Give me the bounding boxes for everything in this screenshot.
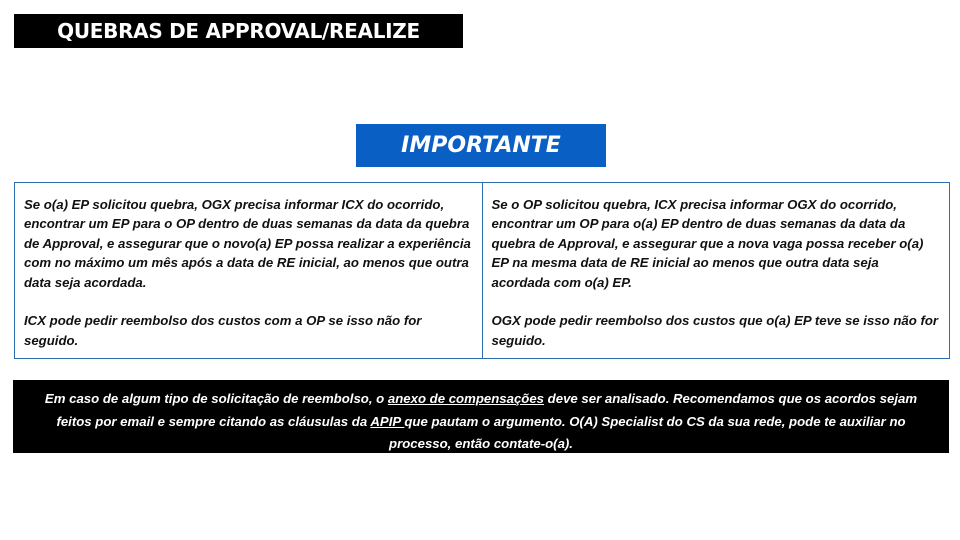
note-text-3: que pautam o argumento. O(A) Specialist do CS da sua rede, pode te auxiliar no processo, então contate-o(a). xyxy=(389,413,906,451)
compensation-annex-link[interactable]: anexo de compensações xyxy=(387,391,545,406)
important-banner xyxy=(356,124,606,167)
op-break-rule: Se o OP solicitou quebra, ICX precisa informar OGX do ocorrido, encontrar um OP para o(a) EP dentro de duas semanas da data da quebra de Approval, e assegurar que a nova vaga possa receber o(a) EP na mesma data de RE inicial ao menos que outra data seja acordada com o(a) EP. xyxy=(491,197,924,290)
op-break-refund: OGX pode pedir reembolso dos custos que o(a) EP teve se isso não for seguido. xyxy=(491,313,939,348)
page-title: QUEBRAS DE APPROVAL/REALIZE xyxy=(57,19,420,43)
ep-break-cell xyxy=(15,183,482,358)
ep-break-refund: ICX pode pedir reembolso dos custos com a OP se isso não for seguido. xyxy=(24,313,422,348)
apip-link[interactable]: APIP xyxy=(370,413,405,429)
note-text-1: Em caso de algum tipo de solicitação de reembolso, o xyxy=(44,391,388,406)
reimbursement-note xyxy=(13,380,949,453)
op-break-cell xyxy=(482,183,950,358)
rules-table xyxy=(14,182,950,359)
page-title-bar xyxy=(14,14,463,48)
ep-break-rule: Se o(a) EP solicitou quebra, OGX precisa informar ICX do ocorrido, encontrar um EP para o OP dentro de duas semanas da data da quebra de Approval, e assegurar que o novo(a) EP possa realizar a experiência com no máximo um mês após a data de RE inicial, ao menos que outra data seja acordada. xyxy=(24,197,471,290)
important-label: IMPORTANTE xyxy=(401,133,561,158)
note-text-2: deve ser analisado. Recomendamos que os acordos sejam feitos por email e sempre citando as cláusulas da xyxy=(56,391,918,429)
